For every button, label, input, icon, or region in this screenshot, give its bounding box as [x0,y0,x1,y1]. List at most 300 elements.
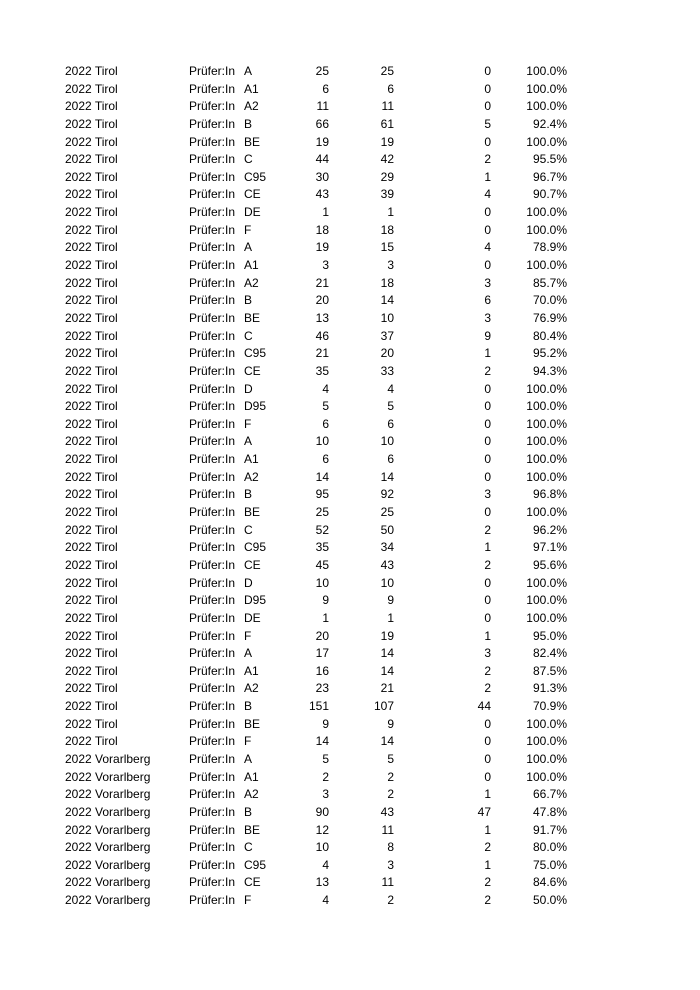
passed-count-cell: 14 [380,734,394,749]
pass-rate-cell: 90.7% [532,187,567,202]
license-class-cell: CE [244,187,261,202]
region-year-cell: 2022 Tirol [65,222,118,237]
table-row [0,169,700,187]
region-year-cell: 2022 Tirol [65,64,118,78]
passed-count-cell: 6 [387,452,394,467]
license-class-cell: C95 [244,346,267,361]
failed-count-cell: 0 [484,434,491,449]
region-year-cell: 2022 Tirol [65,487,118,502]
examiner-role-cell: Prüfer:In [189,169,236,184]
examiner-role-cell: Prüfer:In [189,452,236,467]
total-count-cell: 9 [322,593,329,608]
examiner-role-cell: Prüfer:In [189,857,236,872]
table-row [0,610,700,628]
passed-count-cell: 92 [380,487,394,502]
total-count-cell: 90 [315,804,329,819]
pass-rate-cell: 100.0% [526,469,567,484]
region-year-cell: 2022 Tirol [65,505,118,520]
passed-count-cell: 18 [380,222,394,237]
license-class-cell: C95 [244,540,267,555]
license-class-cell: A1 [244,452,259,467]
examiner-role-cell: Prüfer:In [189,416,236,431]
region-year-cell: 2022 Tirol [65,205,118,220]
failed-count-cell: 0 [484,734,491,749]
table-row [0,239,700,257]
table-row [0,874,700,892]
pass-rate-cell: 100.0% [526,575,567,590]
region-year-cell: 2022 Tirol [65,240,118,255]
passed-count-cell: 8 [387,840,394,855]
total-count-cell: 43 [315,187,329,202]
region-year-cell: 2022 Vorarlberg [65,787,151,802]
examiner-role-cell: Prüfer:In [189,487,236,502]
failed-count-cell: 2 [484,363,491,378]
license-class-cell: B [244,699,253,714]
total-count-cell: 19 [315,240,329,255]
examiner-role-cell: Prüfer:In [189,293,236,308]
total-count-cell: 3 [322,258,329,273]
total-count-cell: 12 [315,822,329,837]
pass-rate-cell: 100.0% [526,416,567,431]
examiner-role-cell: Prüfer:In [189,310,236,325]
region-year-cell: 2022 Tirol [65,81,118,96]
examiner-role-cell: Prüfer:In [189,275,236,290]
table-row [0,151,700,169]
total-count-cell: 6 [322,452,329,467]
table-row [0,98,700,116]
passed-count-cell: 4 [387,381,394,396]
passed-count-cell: 29 [380,169,394,184]
table-row [0,398,700,416]
region-year-cell: 2022 Tirol [65,293,118,308]
pass-rate-cell: 70.0% [532,293,567,308]
examiner-role-cell: Prüfer:In [189,81,236,96]
examiner-role-cell: Prüfer:In [189,522,236,537]
total-count-cell: 25 [315,64,329,78]
passed-count-cell: 1 [387,205,394,220]
region-year-cell: 2022 Tirol [65,381,118,396]
pass-rate-cell: 100.0% [526,134,567,149]
region-year-cell: 2022 Tirol [65,99,118,114]
passed-count-cell: 34 [380,540,394,555]
pass-rate-cell: 100.0% [526,99,567,114]
passed-count-cell: 11 [381,875,394,890]
table-row [0,539,700,557]
table-row [0,363,700,381]
examiner-role-cell: Prüfer:In [189,628,236,643]
license-class-cell: B [244,804,253,819]
region-year-cell: 2022 Tirol [65,452,118,467]
table-row [0,663,700,681]
pass-rate-cell: 50.0% [532,893,567,908]
failed-count-cell: 0 [484,258,491,273]
passed-count-cell: 19 [380,628,394,643]
passed-count-cell: 3 [387,258,394,273]
license-class-cell: A2 [244,469,259,484]
table-row [0,645,700,663]
region-year-cell: 2022 Tirol [65,346,118,361]
license-class-cell: B [244,487,253,502]
failed-count-cell: 0 [484,381,491,396]
table-row [0,345,700,363]
region-year-cell: 2022 Vorarlberg [65,751,151,766]
total-count-cell: 25 [315,505,329,520]
failed-count-cell: 2 [484,522,491,537]
table-row [0,63,700,81]
passed-count-cell: 42 [380,152,394,167]
license-class-cell: A [244,64,253,78]
pass-rate-cell: 100.0% [526,222,567,237]
examiner-role-cell: Prüfer:In [189,258,236,273]
examiner-role-cell: Prüfer:In [189,769,236,784]
pass-rate-cell: 100.0% [526,399,567,414]
failed-count-cell: 6 [484,293,491,308]
region-year-cell: 2022 Tirol [65,258,118,273]
total-count-cell: 95 [315,487,329,502]
pass-rate-cell: 82.4% [532,646,567,661]
license-class-cell: BE [244,716,261,731]
failed-count-cell: 4 [484,187,491,202]
total-count-cell: 44 [315,152,329,167]
pass-rate-cell: 85.7% [532,275,567,290]
region-year-cell: 2022 Vorarlberg [65,893,151,908]
total-count-cell: 4 [322,893,329,908]
failed-count-cell: 2 [484,875,491,890]
license-class-cell: B [244,293,253,308]
table-row [0,328,700,346]
table-row [0,628,700,646]
license-class-cell: CE [244,557,261,572]
pass-rate-cell: 100.0% [526,381,567,396]
total-count-cell: 21 [315,275,329,290]
license-class-cell: D95 [244,593,267,608]
failed-count-cell: 3 [484,646,491,661]
pass-rate-cell: 100.0% [526,593,567,608]
license-class-cell: F [244,222,252,237]
total-count-cell: 52 [315,522,329,537]
failed-count-cell: 0 [484,469,491,484]
table-row [0,222,700,240]
pass-rate-cell: 80.4% [532,328,567,343]
table-row [0,822,700,840]
total-count-cell: 20 [315,293,329,308]
failed-count-cell: 0 [484,593,491,608]
table-row [0,557,700,575]
failed-count-cell: 2 [484,840,491,855]
total-count-cell: 6 [322,416,329,431]
total-count-cell: 1 [322,205,329,220]
region-year-cell: 2022 Tirol [65,575,118,590]
region-year-cell: 2022 Tirol [65,628,118,643]
region-year-cell: 2022 Tirol [65,593,118,608]
license-class-cell: BE [244,505,261,520]
table-row [0,469,700,487]
failed-count-cell: 3 [484,310,491,325]
passed-count-cell: 107 [373,699,394,714]
failed-count-cell: 0 [484,64,491,78]
table-row [0,504,700,522]
passed-count-cell: 14 [380,663,394,678]
region-year-cell: 2022 Vorarlberg [65,822,151,837]
examiner-role-cell: Prüfer:In [189,64,236,78]
license-class-cell: A [244,240,253,255]
examiner-role-cell: Prüfer:In [189,505,236,520]
table-row [0,804,700,822]
pass-rate-cell: 94.3% [532,363,567,378]
total-count-cell: 11 [316,99,329,114]
passed-count-cell: 20 [380,346,394,361]
license-class-cell: CE [244,875,261,890]
license-class-cell: C [244,152,253,167]
examiner-role-cell: Prüfer:In [189,593,236,608]
passed-count-cell: 2 [387,893,394,908]
region-year-cell: 2022 Tirol [65,734,118,749]
pass-rate-cell: 95.2% [532,346,567,361]
passed-count-cell: 11 [381,99,394,114]
region-year-cell: 2022 Tirol [65,152,118,167]
failed-count-cell: 0 [484,416,491,431]
total-count-cell: 13 [315,310,329,325]
region-year-cell: 2022 Tirol [65,116,118,131]
region-year-cell: 2022 Tirol [65,363,118,378]
total-count-cell: 10 [315,434,329,449]
failed-count-cell: 1 [484,822,491,837]
total-count-cell: 151 [308,699,329,714]
examiner-role-cell: Prüfer:In [189,99,236,114]
examiner-role-cell: Prüfer:In [189,716,236,731]
failed-count-cell: 0 [484,452,491,467]
passed-count-cell: 61 [380,116,394,131]
region-year-cell: 2022 Vorarlberg [65,804,151,819]
passed-count-cell: 9 [387,716,394,731]
examiner-role-cell: Prüfer:In [189,840,236,855]
table-row [0,839,700,857]
failed-count-cell: 2 [484,152,491,167]
table-row [0,116,700,134]
passed-count-cell: 6 [387,81,394,96]
table-row [0,680,700,698]
examiner-role-cell: Prüfer:In [189,116,236,131]
failed-count-cell: 5 [484,116,491,131]
table-row [0,433,700,451]
examiner-role-cell: Prüfer:In [189,540,236,555]
license-class-cell: A1 [244,81,259,96]
pass-rate-cell: 100.0% [526,434,567,449]
passed-count-cell: 10 [380,434,394,449]
passed-count-cell: 43 [380,557,394,572]
passed-count-cell: 2 [387,787,394,802]
license-class-cell: BE [244,310,261,325]
examiner-role-cell: Prüfer:In [189,187,236,202]
total-count-cell: 46 [315,328,329,343]
total-count-cell: 10 [315,840,329,855]
examiner-role-cell: Prüfer:In [189,787,236,802]
passed-count-cell: 5 [387,399,394,414]
examiner-role-cell: Prüfer:In [189,399,236,414]
pass-rate-cell: 80.0% [532,840,567,855]
table-row [0,134,700,152]
total-count-cell: 17 [315,646,329,661]
passed-count-cell: 9 [387,593,394,608]
table-row [0,310,700,328]
table-row [0,486,700,504]
examiner-role-cell: Prüfer:In [189,434,236,449]
passed-count-cell: 33 [380,363,394,378]
total-count-cell: 66 [315,116,329,131]
total-count-cell: 6 [322,81,329,96]
license-class-cell: A [244,646,253,661]
region-year-cell: 2022 Tirol [65,416,118,431]
passed-count-cell: 1 [387,610,394,625]
failed-count-cell: 2 [484,681,491,696]
failed-count-cell: 9 [484,328,491,343]
table-row [0,275,700,293]
region-year-cell: 2022 Vorarlberg [65,857,151,872]
pass-rate-cell: 96.7% [532,169,567,184]
region-year-cell: 2022 Vorarlberg [65,875,151,890]
region-year-cell: 2022 Tirol [65,540,118,555]
passed-count-cell: 39 [380,187,394,202]
total-count-cell: 35 [315,363,329,378]
examiner-role-cell: Prüfer:In [189,804,236,819]
pass-rate-cell: 100.0% [526,751,567,766]
total-count-cell: 30 [315,169,329,184]
failed-count-cell: 1 [484,787,491,802]
license-class-cell: C [244,522,253,537]
total-count-cell: 9 [322,716,329,731]
failed-count-cell: 1 [484,857,491,872]
license-class-cell: BE [244,822,261,837]
pass-rate-cell: 100.0% [526,769,567,784]
examiner-role-cell: Prüfer:In [189,134,236,149]
failed-count-cell: 2 [484,893,491,908]
pass-rate-cell: 66.7% [532,787,567,802]
pass-rate-cell: 76.9% [532,310,567,325]
examiner-role-cell: Prüfer:In [189,663,236,678]
region-year-cell: 2022 Tirol [65,328,118,343]
passed-count-cell: 25 [380,505,394,520]
pass-rate-cell: 75.0% [532,857,567,872]
examiner-role-cell: Prüfer:In [189,363,236,378]
table-row [0,592,700,610]
license-class-cell: B [244,116,253,131]
region-year-cell: 2022 Tirol [65,716,118,731]
failed-count-cell: 3 [484,487,491,502]
examiner-role-cell: Prüfer:In [189,893,236,908]
license-class-cell: C95 [244,169,267,184]
examiner-role-cell: Prüfer:In [189,875,236,890]
license-class-cell: A2 [244,681,259,696]
region-year-cell: 2022 Tirol [65,646,118,661]
table-row [0,575,700,593]
failed-count-cell: 1 [484,628,491,643]
region-year-cell: 2022 Tirol [65,681,118,696]
region-year-cell: 2022 Tirol [65,399,118,414]
examiner-role-cell: Prüfer:In [189,681,236,696]
pass-rate-cell: 100.0% [526,205,567,220]
failed-count-cell: 2 [484,557,491,572]
pass-rate-cell: 92.4% [532,116,567,131]
region-year-cell: 2022 Tirol [65,134,118,149]
examiner-role-cell: Prüfer:In [189,346,236,361]
region-year-cell: 2022 Tirol [65,187,118,202]
examiner-role-cell: Prüfer:In [189,822,236,837]
pass-rate-cell: 96.8% [532,487,567,502]
failed-count-cell: 0 [484,81,491,96]
table-row [0,381,700,399]
failed-count-cell: 3 [484,275,491,290]
license-class-cell: A [244,751,253,766]
examiner-role-cell: Prüfer:In [189,381,236,396]
failed-count-cell: 0 [484,751,491,766]
total-count-cell: 14 [315,469,329,484]
failed-count-cell: 44 [477,699,491,714]
passed-count-cell: 25 [380,64,394,78]
total-count-cell: 18 [315,222,329,237]
table-row [0,751,700,769]
failed-count-cell: 47 [477,804,491,819]
table-row [0,733,700,751]
license-class-cell: F [244,416,252,431]
passed-count-cell: 10 [380,575,394,590]
license-class-cell: DE [244,610,261,625]
failed-count-cell: 2 [484,663,491,678]
total-count-cell: 10 [315,575,329,590]
total-count-cell: 4 [322,381,329,396]
total-count-cell: 5 [322,399,329,414]
failed-count-cell: 0 [484,610,491,625]
examiner-role-cell: Prüfer:In [189,699,236,714]
total-count-cell: 20 [315,628,329,643]
total-count-cell: 21 [315,346,329,361]
pass-rate-cell: 100.0% [526,258,567,273]
passed-count-cell: 14 [380,646,394,661]
examiner-role-cell: Prüfer:In [189,205,236,220]
table-row [0,522,700,540]
license-class-cell: A2 [244,99,259,114]
table-row [0,857,700,875]
license-class-cell: F [244,628,252,643]
region-year-cell: 2022 Tirol [65,434,118,449]
license-class-cell: F [244,734,252,749]
table-row [0,186,700,204]
license-class-cell: D [244,575,253,590]
total-count-cell: 45 [315,557,329,572]
data-table [0,63,700,910]
pass-rate-cell: 95.6% [532,557,567,572]
examiner-role-cell: Prüfer:In [189,734,236,749]
total-count-cell: 23 [315,681,329,696]
passed-count-cell: 19 [380,134,394,149]
total-count-cell: 19 [315,134,329,149]
passed-count-cell: 14 [380,469,394,484]
region-year-cell: 2022 Tirol [65,310,118,325]
region-year-cell: 2022 Tirol [65,699,118,714]
passed-count-cell: 37 [380,328,394,343]
passed-count-cell: 21 [380,681,394,696]
pass-rate-cell: 91.7% [532,822,567,837]
passed-count-cell: 2 [387,769,394,784]
region-year-cell: 2022 Tirol [65,522,118,537]
pass-rate-cell: 100.0% [526,734,567,749]
table-row [0,204,700,222]
examiner-role-cell: Prüfer:In [189,575,236,590]
table-row [0,416,700,434]
table-row [0,81,700,99]
examiner-role-cell: Prüfer:In [189,610,236,625]
examiner-role-cell: Prüfer:In [189,751,236,766]
failed-count-cell: 0 [484,205,491,220]
